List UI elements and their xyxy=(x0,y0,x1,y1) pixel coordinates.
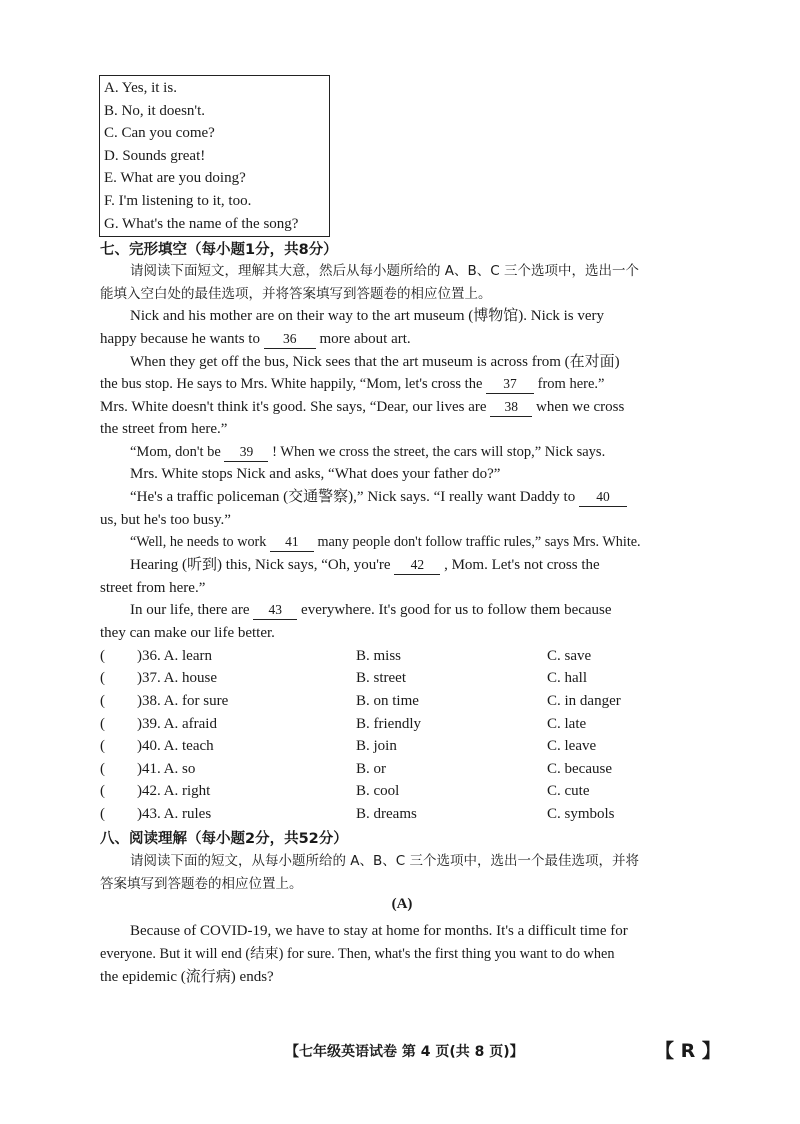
choice-c: C. in danger xyxy=(547,693,621,709)
option-e: E. What are you doing? xyxy=(104,170,246,187)
choice-a: )43. A. rules xyxy=(137,806,212,822)
option-f: F. I'm listening to it, too. xyxy=(104,192,252,209)
choice-a: )42. A. right xyxy=(137,783,211,799)
choice-b: B. friendly xyxy=(356,716,421,732)
choice-a: )37. A. house xyxy=(137,670,217,686)
section-8-instruction-1: 请阅读下面的短文，从每小题所给的 A、B、C 三个选项中，选出一个最佳选项，并将 xyxy=(130,853,640,869)
passage-line: street from here.” xyxy=(100,580,206,596)
choice-c: C. save xyxy=(547,648,592,664)
passage-line: When they get off the bus, Nick sees that the art museum is across from (在对面) xyxy=(130,354,620,370)
passage-line xyxy=(100,373,704,396)
passage-line xyxy=(130,441,704,464)
answer-paren: ( xyxy=(100,716,105,732)
section-7-instruction-2: 能填入空白处的最佳选项，并将答案填写到答题卷的相应位置上。 xyxy=(100,286,492,302)
question-43 xyxy=(100,803,704,826)
choice-a: )40. A. teach xyxy=(137,738,214,754)
choice-c: C. leave xyxy=(547,738,597,754)
question-36 xyxy=(100,645,704,668)
question-39 xyxy=(100,713,704,736)
passage-line xyxy=(130,554,704,577)
passage-line: Mrs. White stops Nick and asks, “What does your father do?” xyxy=(130,466,501,482)
blank-43: 43 xyxy=(253,601,297,620)
choice-b: B. dreams xyxy=(356,806,417,822)
answer-paren: ( xyxy=(100,806,105,822)
passage-text: ! When we cross the street, the cars will stop,” Nick says. xyxy=(272,444,606,460)
passage-line: the street from here.” xyxy=(100,421,228,437)
option-b: B. No, it doesn't. xyxy=(104,102,206,119)
passage-text: Mrs. White doesn't think it's good. She says, “Dear, our lives are xyxy=(100,399,487,415)
answer-paren: ( xyxy=(100,761,105,777)
answer-paren: ( xyxy=(100,738,105,754)
reading-line: the epidemic (流行病) ends? xyxy=(100,969,274,985)
version-badge: 【 R 】 xyxy=(655,1040,721,1062)
blank-38: 38 xyxy=(490,398,532,417)
choice-b: B. join xyxy=(356,738,397,754)
blank-37: 37 xyxy=(486,375,534,394)
passage-text: , Mom. Let's not cross the xyxy=(444,557,600,573)
blank-36: 36 xyxy=(264,330,316,349)
choice-b: B. miss xyxy=(356,648,402,664)
section-7-title: 七、完形填空（每小题1分，共8分） xyxy=(100,242,338,258)
passage-line xyxy=(100,396,704,419)
passage-text: happy because he wants to xyxy=(100,331,260,347)
choice-c: C. cute xyxy=(547,783,590,799)
choice-a: )41. A. so xyxy=(137,761,196,777)
question-40 xyxy=(100,735,704,758)
choice-b: B. cool xyxy=(356,783,400,799)
choice-c: C. symbols xyxy=(547,806,615,822)
blank-39: 39 xyxy=(224,443,268,462)
choice-a: )39. A. afraid xyxy=(137,716,217,732)
section-7-instruction-1: 请阅读下面短文，理解其大意，然后从每小题所给的 A、B、C 三个选项中，选出一个 xyxy=(130,263,640,279)
answer-paren: ( xyxy=(100,648,105,664)
answer-paren: ( xyxy=(100,783,105,799)
passage-text: many people don't follow traffic rules,” says Mrs. White. xyxy=(317,534,641,550)
passage-line xyxy=(130,486,704,509)
question-37 xyxy=(100,667,704,690)
choice-b: B. or xyxy=(356,761,386,777)
choice-b: B. on time xyxy=(356,693,419,709)
passage-line xyxy=(130,599,704,622)
choice-a: )38. A. for sure xyxy=(137,693,229,709)
question-41 xyxy=(100,758,704,781)
section-8-title: 八、阅读理解（每小题2分，共52分） xyxy=(100,831,348,847)
passage-text: “Well, he needs to work xyxy=(130,534,267,550)
question-42 xyxy=(100,780,704,803)
dialogue-options-box xyxy=(99,75,330,237)
choice-c: C. hall xyxy=(547,670,587,686)
question-38 xyxy=(100,690,704,713)
choice-c: C. because xyxy=(547,761,612,777)
answer-paren: ( xyxy=(100,693,105,709)
blank-41: 41 xyxy=(270,533,314,552)
passage-text: “Mom, don't be xyxy=(130,444,221,460)
answer-paren: ( xyxy=(100,670,105,686)
option-a: A. Yes, it is. xyxy=(104,80,177,96)
option-c: C. Can you come? xyxy=(104,125,215,142)
option-g: G. What's the name of the song? xyxy=(104,215,299,232)
passage-text: In our life, there are xyxy=(130,602,250,618)
passage-text: Hearing (听到) this, Nick says, “Oh, you're xyxy=(130,557,391,573)
reading-line: everyone. But it will end (结束) for sure. Then, what's the first thing you want to do when xyxy=(100,946,615,962)
passage-text: “He's a traffic policeman (交通警察),” Nick says. “I really want Daddy to xyxy=(130,489,576,505)
passage-text: from here.” xyxy=(537,376,605,392)
passage-line: they can make our life better. xyxy=(100,625,275,641)
passage-text: when we cross xyxy=(536,399,625,415)
passage-text: the bus stop. He says to Mrs. White happily, “Mom, let's cross the xyxy=(100,376,483,392)
choice-a: )36. A. learn xyxy=(137,648,212,664)
passage-line: us, but he's too busy.” xyxy=(100,512,231,528)
section-8-instruction-2: 答案填写到答题卷的相应位置上。 xyxy=(100,876,303,892)
passage-line: Nick and his mother are on their way to the art museum (博物馆). Nick is very xyxy=(130,308,605,324)
blank-40: 40 xyxy=(579,488,627,507)
passage-text: more about art. xyxy=(319,331,411,347)
blank-42: 42 xyxy=(394,556,440,575)
choice-c: C. late xyxy=(547,716,587,732)
page-footer: 【七年级英语试卷 第 4 页(共 8 页)】 xyxy=(285,1044,524,1060)
passage-line xyxy=(130,531,704,554)
choice-b: B. street xyxy=(356,670,406,686)
reading-part-label: (A) xyxy=(391,896,413,912)
passage-line xyxy=(100,328,704,351)
reading-line: Because of COVID-19, we have to stay at home for months. It's a difficult time for xyxy=(130,923,628,939)
passage-text: everywhere. It's good for us to follow them because xyxy=(301,602,612,618)
option-d: D. Sounds great! xyxy=(104,147,206,164)
